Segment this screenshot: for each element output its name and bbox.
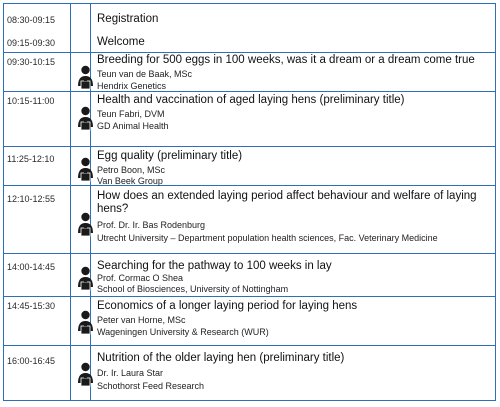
column-divider xyxy=(70,4,71,400)
speaker-name: Petro Boon, MSc xyxy=(97,165,166,175)
session-time: 11:25-12:10 xyxy=(7,154,55,164)
row-divider xyxy=(4,185,495,186)
session-title: Health and vaccination of aged laying hens (preliminary title) xyxy=(97,94,405,106)
speaker-name: Prof. Cormac O Shea xyxy=(97,273,184,283)
session-title: Nutrition of the older laying hen (preliminary title) xyxy=(97,352,345,364)
speaker-name: Teun van de Baak, MSc xyxy=(97,69,193,79)
speaker-organization: GD Animal Health xyxy=(97,121,169,131)
speaker-icon xyxy=(77,65,94,91)
speaker-name: Peter van Horne, MSc xyxy=(97,315,186,325)
session-title: Breeding for 500 eggs in 100 weeks, was it a dream or a dream come true xyxy=(97,54,475,66)
speaker-icon xyxy=(77,266,94,292)
speaker-organization: Van Beek Group xyxy=(97,176,163,186)
speaker-icon xyxy=(77,106,94,132)
speaker-name: Dr. Ir. Laura Star xyxy=(97,368,164,378)
row-divider xyxy=(4,146,495,147)
session-time: 08:30-09:15 xyxy=(7,15,56,25)
session-title: Egg quality (preliminary title) xyxy=(97,150,243,162)
session-time: 16:00-16:45 xyxy=(7,356,56,366)
row-divider xyxy=(4,296,495,297)
column-divider xyxy=(90,4,91,400)
row-divider xyxy=(4,52,495,53)
session-title: How does an extended laying period affect behaviour and welfare of laying hens? xyxy=(97,190,477,215)
session-title: Searching for the pathway to 100 weeks in lay xyxy=(97,260,332,272)
session-title: Registration xyxy=(97,13,159,25)
session-time: 12:10-12:55 xyxy=(7,194,56,204)
speaker-organization: Utrecht University – Department population health sciences, Fac. Veterinary Medicine xyxy=(97,233,438,243)
speaker-name: Teun Fabri, DVM xyxy=(97,109,165,119)
row-divider xyxy=(4,91,495,92)
schedule-table xyxy=(3,3,496,401)
speaker-organization: Schothorst Feed Research xyxy=(97,381,205,391)
row-divider xyxy=(4,253,495,254)
speaker-icon xyxy=(77,212,94,238)
speaker-organization: School of Biosciences, University of Nottingham xyxy=(97,284,289,294)
speaker-icon xyxy=(77,157,94,183)
speaker-name: Prof. Dr. Ir. Bas Rodenburg xyxy=(97,220,206,230)
session-title: Economics of a longer laying period for laying hens xyxy=(97,300,358,312)
session-time: 14:00-14:45 xyxy=(7,262,56,272)
session-time: 14:45-15:30 xyxy=(7,301,56,311)
speaker-organization: Hendrix Genetics xyxy=(97,81,167,91)
session-time: 09:30-10:15 xyxy=(7,57,56,67)
speaker-organization: Wageningen University & Research (WUR) xyxy=(97,327,269,337)
session-time: 10:15-11:00 xyxy=(7,96,55,106)
session-time: 09:15-09:30 xyxy=(7,38,56,48)
session-title: Welcome xyxy=(97,36,145,48)
speaker-icon xyxy=(77,362,94,388)
row-divider xyxy=(4,345,495,346)
speaker-icon xyxy=(77,310,94,336)
